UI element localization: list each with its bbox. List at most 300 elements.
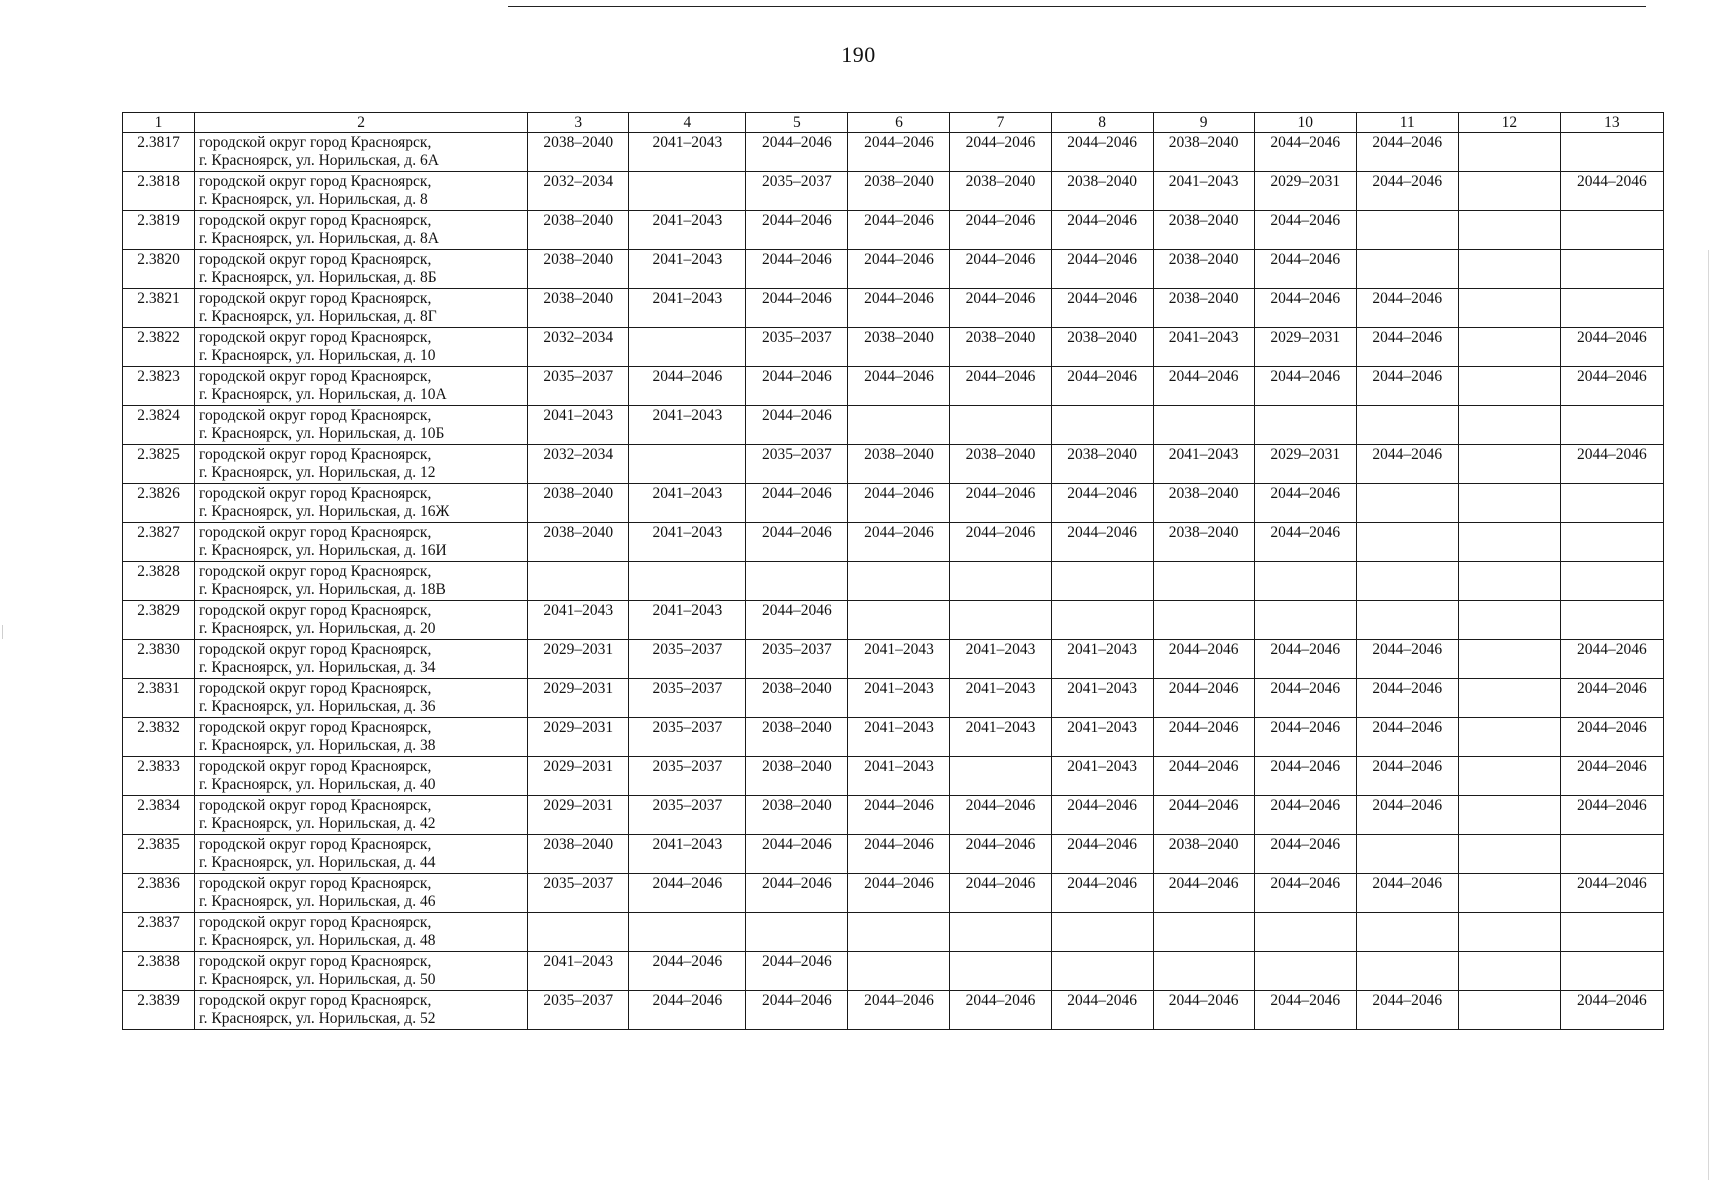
column-header-10: 10 [1254, 113, 1356, 133]
period-cell-col-8: 2044–2046 [1051, 211, 1153, 250]
page-number: 190 [841, 42, 876, 67]
period-cell-col-11 [1356, 601, 1458, 640]
period-cell-col-10: 2044–2046 [1254, 757, 1356, 796]
period-cell-col-3: 2029–2031 [528, 718, 629, 757]
period-cell-col-10 [1254, 913, 1356, 952]
address-municipality: городской округ город Красноярск, [199, 797, 432, 814]
period-cell-col-4: 2041–2043 [629, 523, 746, 562]
period-cell-col-8: 2044–2046 [1051, 523, 1153, 562]
table-header [123, 113, 1664, 133]
address-municipality: городской округ город Красноярск, [199, 641, 432, 658]
header-row [123, 113, 1664, 133]
address-street: г. Красноярск, ул. Норильская, д. 8Г [199, 308, 437, 325]
period-cell-col-7: 2041–2043 [950, 640, 1051, 679]
address-municipality: городской округ город Красноярск, [199, 836, 432, 853]
address-cell [195, 874, 528, 913]
period-cell-col-13 [1560, 211, 1663, 250]
row-number: 2.3833 [123, 757, 195, 796]
row-number: 2.3818 [123, 172, 195, 211]
period-cell-col-11 [1356, 523, 1458, 562]
period-cell-col-7 [950, 757, 1051, 796]
address-street: г. Красноярск, ул. Норильская, д. 50 [199, 971, 436, 988]
period-cell-col-6: 2044–2046 [848, 991, 950, 1030]
address-municipality: городской округ город Красноярск, [199, 329, 432, 346]
period-cell-col-5: 2044–2046 [746, 601, 848, 640]
period-cell-col-11 [1356, 250, 1458, 289]
period-cell-col-6: 2041–2043 [848, 757, 950, 796]
period-cell-col-7: 2044–2046 [950, 796, 1051, 835]
period-cell-col-12 [1458, 289, 1560, 328]
address-street: г. Красноярск, ул. Норильская, д. 52 [199, 1010, 436, 1027]
period-cell-col-11: 2044–2046 [1356, 718, 1458, 757]
column-header-9: 9 [1153, 113, 1254, 133]
column-header-7: 7 [950, 113, 1051, 133]
row-number: 2.3817 [123, 133, 195, 172]
address-cell [195, 562, 528, 601]
period-cell-col-10: 2044–2046 [1254, 367, 1356, 406]
period-cell-col-9: 2044–2046 [1153, 796, 1254, 835]
period-cell-col-4: 2035–2037 [629, 718, 746, 757]
address-municipality: городской округ город Красноярск, [199, 251, 432, 268]
table-row [123, 133, 1664, 172]
period-cell-col-5: 2038–2040 [746, 718, 848, 757]
period-cell-col-8: 2044–2046 [1051, 367, 1153, 406]
period-cell-col-4: 2041–2043 [629, 289, 746, 328]
address-municipality: городской округ город Красноярск, [199, 680, 432, 697]
period-cell-col-3: 2038–2040 [528, 484, 629, 523]
address-municipality: городской округ город Красноярск, [199, 524, 432, 541]
period-cell-col-6 [848, 406, 950, 445]
period-cell-col-11 [1356, 913, 1458, 952]
address-cell [195, 601, 528, 640]
table-row [123, 679, 1664, 718]
period-cell-col-13: 2044–2046 [1560, 757, 1663, 796]
period-cell-col-12 [1458, 952, 1560, 991]
period-cell-col-8: 2041–2043 [1051, 679, 1153, 718]
row-number: 2.3824 [123, 406, 195, 445]
period-cell-col-11 [1356, 835, 1458, 874]
period-cell-col-9: 2044–2046 [1153, 718, 1254, 757]
address-municipality: городской округ город Красноярск, [199, 290, 432, 307]
period-cell-col-9 [1153, 952, 1254, 991]
period-cell-col-3: 2041–2043 [528, 406, 629, 445]
period-cell-col-11: 2044–2046 [1356, 991, 1458, 1030]
row-number: 2.3828 [123, 562, 195, 601]
period-cell-col-9 [1153, 913, 1254, 952]
address-street: г. Красноярск, ул. Норильская, д. 20 [199, 620, 436, 637]
address-street: г. Красноярск, ул. Норильская, д. 44 [199, 854, 436, 871]
address-street: г. Красноярск, ул. Норильская, д. 8А [199, 230, 439, 247]
period-cell-col-12 [1458, 328, 1560, 367]
period-cell-col-4: 2035–2037 [629, 757, 746, 796]
period-cell-col-11: 2044–2046 [1356, 289, 1458, 328]
column-header-12: 12 [1458, 113, 1560, 133]
period-cell-col-10: 2029–2031 [1254, 328, 1356, 367]
period-cell-col-12 [1458, 406, 1560, 445]
address-municipality: городской округ город Красноярск, [199, 875, 432, 892]
address-street: г. Красноярск, ул. Норильская, д. 8Б [199, 269, 437, 286]
period-cell-col-5: 2044–2046 [746, 211, 848, 250]
period-cell-col-9: 2041–2043 [1153, 172, 1254, 211]
period-cell-col-13: 2044–2046 [1560, 679, 1663, 718]
period-cell-col-5: 2044–2046 [746, 484, 848, 523]
address-street: г. Красноярск, ул. Норильская, д. 36 [199, 698, 436, 715]
period-cell-col-4: 2041–2043 [629, 835, 746, 874]
period-cell-col-4: 2041–2043 [629, 484, 746, 523]
table-row [123, 445, 1664, 484]
period-cell-col-3 [528, 562, 629, 601]
period-cell-col-7: 2038–2040 [950, 328, 1051, 367]
period-cell-col-9: 2044–2046 [1153, 679, 1254, 718]
column-header-3: 3 [528, 113, 629, 133]
period-cell-col-13: 2044–2046 [1560, 172, 1663, 211]
table-row [123, 172, 1664, 211]
period-cell-col-12 [1458, 640, 1560, 679]
row-number: 2.3837 [123, 913, 195, 952]
period-cell-col-7: 2044–2046 [950, 367, 1051, 406]
period-cell-col-11: 2044–2046 [1356, 445, 1458, 484]
period-cell-col-8 [1051, 406, 1153, 445]
period-cell-col-3: 2029–2031 [528, 640, 629, 679]
address-cell [195, 796, 528, 835]
period-cell-col-8: 2044–2046 [1051, 250, 1153, 289]
top-rule [508, 6, 1646, 7]
period-cell-col-10: 2044–2046 [1254, 835, 1356, 874]
address-municipality: городской округ город Красноярск, [199, 719, 432, 736]
period-cell-col-4 [629, 172, 746, 211]
row-number: 2.3827 [123, 523, 195, 562]
address-municipality: городской округ город Красноярск, [199, 212, 432, 229]
table-row [123, 835, 1664, 874]
period-cell-col-7: 2044–2046 [950, 289, 1051, 328]
period-cell-col-4: 2041–2043 [629, 601, 746, 640]
table-row [123, 718, 1664, 757]
address-municipality: городской округ город Красноярск, [199, 368, 432, 385]
period-cell-col-9 [1153, 601, 1254, 640]
period-cell-col-6: 2044–2046 [848, 250, 950, 289]
period-cell-col-12 [1458, 601, 1560, 640]
period-cell-col-4: 2044–2046 [629, 367, 746, 406]
period-cell-col-10: 2044–2046 [1254, 640, 1356, 679]
address-street: г. Красноярск, ул. Норильская, д. 12 [199, 464, 436, 481]
period-cell-col-7 [950, 601, 1051, 640]
period-cell-col-12 [1458, 913, 1560, 952]
period-cell-col-5: 2044–2046 [746, 991, 848, 1030]
address-cell [195, 952, 528, 991]
period-cell-col-3: 2029–2031 [528, 757, 629, 796]
address-cell [195, 757, 528, 796]
period-cell-col-6 [848, 952, 950, 991]
period-cell-col-8: 2041–2043 [1051, 718, 1153, 757]
column-header-5: 5 [746, 113, 848, 133]
row-number: 2.3829 [123, 601, 195, 640]
address-cell [195, 211, 528, 250]
period-cell-col-10: 2044–2046 [1254, 718, 1356, 757]
period-cell-col-7: 2044–2046 [950, 523, 1051, 562]
period-cell-col-3: 2038–2040 [528, 835, 629, 874]
address-cell [195, 172, 528, 211]
period-cell-col-12 [1458, 718, 1560, 757]
period-cell-col-13 [1560, 406, 1663, 445]
period-cell-col-3: 2029–2031 [528, 679, 629, 718]
row-number: 2.3825 [123, 445, 195, 484]
period-cell-col-8: 2044–2046 [1051, 835, 1153, 874]
address-cell [195, 523, 528, 562]
period-cell-col-7: 2044–2046 [950, 133, 1051, 172]
period-cell-col-3: 2032–2034 [528, 445, 629, 484]
period-cell-col-5: 2044–2046 [746, 523, 848, 562]
period-cell-col-6: 2044–2046 [848, 289, 950, 328]
address-cell [195, 250, 528, 289]
period-cell-col-4 [629, 562, 746, 601]
period-cell-col-6: 2041–2043 [848, 679, 950, 718]
period-cell-col-12 [1458, 562, 1560, 601]
period-cell-col-10: 2044–2046 [1254, 133, 1356, 172]
period-cell-col-10: 2044–2046 [1254, 289, 1356, 328]
period-cell-col-13 [1560, 250, 1663, 289]
period-cell-col-5: 2044–2046 [746, 250, 848, 289]
period-cell-col-11: 2044–2046 [1356, 757, 1458, 796]
row-number: 2.3820 [123, 250, 195, 289]
period-cell-col-3 [528, 913, 629, 952]
period-cell-col-13: 2044–2046 [1560, 718, 1663, 757]
address-street: г. Красноярск, ул. Норильская, д. 16Ж [199, 503, 450, 520]
period-cell-col-12 [1458, 211, 1560, 250]
period-cell-col-13: 2044–2046 [1560, 991, 1663, 1030]
period-cell-col-7: 2044–2046 [950, 250, 1051, 289]
period-cell-col-9: 2038–2040 [1153, 523, 1254, 562]
period-cell-col-7: 2038–2040 [950, 445, 1051, 484]
period-cell-col-10: 2044–2046 [1254, 211, 1356, 250]
row-number: 2.3821 [123, 289, 195, 328]
period-cell-col-13: 2044–2046 [1560, 445, 1663, 484]
period-cell-col-4: 2035–2037 [629, 796, 746, 835]
period-cell-col-13 [1560, 601, 1663, 640]
period-cell-col-10: 2029–2031 [1254, 445, 1356, 484]
period-cell-col-5: 2038–2040 [746, 679, 848, 718]
period-cell-col-12 [1458, 445, 1560, 484]
period-cell-col-12 [1458, 991, 1560, 1030]
period-cell-col-13 [1560, 952, 1663, 991]
row-number: 2.3822 [123, 328, 195, 367]
row-number: 2.3819 [123, 211, 195, 250]
period-cell-col-11: 2044–2046 [1356, 328, 1458, 367]
table-row [123, 601, 1664, 640]
table-row [123, 952, 1664, 991]
column-header-4: 4 [629, 113, 746, 133]
period-cell-col-7: 2038–2040 [950, 172, 1051, 211]
period-cell-col-6 [848, 913, 950, 952]
row-number: 2.3834 [123, 796, 195, 835]
address-cell [195, 718, 528, 757]
column-header-2: 2 [195, 113, 528, 133]
table-row [123, 757, 1664, 796]
period-cell-col-6 [848, 601, 950, 640]
period-cell-col-6: 2041–2043 [848, 640, 950, 679]
row-number: 2.3836 [123, 874, 195, 913]
period-cell-col-5 [746, 562, 848, 601]
period-cell-col-10: 2044–2046 [1254, 250, 1356, 289]
period-cell-col-10 [1254, 601, 1356, 640]
period-cell-col-8: 2044–2046 [1051, 874, 1153, 913]
address-municipality: городской округ город Красноярск, [199, 134, 432, 151]
period-cell-col-13: 2044–2046 [1560, 328, 1663, 367]
period-cell-col-3: 2038–2040 [528, 289, 629, 328]
address-cell [195, 406, 528, 445]
period-cell-col-10 [1254, 562, 1356, 601]
period-cell-col-6: 2044–2046 [848, 133, 950, 172]
address-street: г. Красноярск, ул. Норильская, д. 16И [199, 542, 447, 559]
period-cell-col-9: 2044–2046 [1153, 367, 1254, 406]
period-cell-col-8 [1051, 562, 1153, 601]
address-municipality: городской округ город Красноярск, [199, 563, 432, 580]
table-row [123, 523, 1664, 562]
period-cell-col-13 [1560, 133, 1663, 172]
period-cell-col-5: 2044–2046 [746, 133, 848, 172]
period-cell-col-9: 2038–2040 [1153, 835, 1254, 874]
period-cell-col-13 [1560, 523, 1663, 562]
period-cell-col-9: 2038–2040 [1153, 133, 1254, 172]
period-cell-col-3: 2032–2034 [528, 328, 629, 367]
scan-edge-mark [2, 625, 3, 639]
period-cell-col-13: 2044–2046 [1560, 367, 1663, 406]
period-cell-col-13: 2044–2046 [1560, 874, 1663, 913]
period-cell-col-12 [1458, 796, 1560, 835]
address-cell [195, 367, 528, 406]
period-cell-col-6: 2044–2046 [848, 874, 950, 913]
address-cell [195, 640, 528, 679]
period-cell-col-10: 2044–2046 [1254, 679, 1356, 718]
period-cell-col-3: 2032–2034 [528, 172, 629, 211]
period-cell-col-5: 2044–2046 [746, 406, 848, 445]
period-cell-col-7 [950, 952, 1051, 991]
period-cell-col-13 [1560, 562, 1663, 601]
period-cell-col-8: 2044–2046 [1051, 289, 1153, 328]
period-cell-col-7: 2044–2046 [950, 991, 1051, 1030]
address-municipality: городской округ город Красноярск, [199, 953, 432, 970]
period-cell-col-12 [1458, 367, 1560, 406]
period-cell-col-7 [950, 562, 1051, 601]
period-cell-col-13: 2044–2046 [1560, 796, 1663, 835]
period-cell-col-9: 2038–2040 [1153, 211, 1254, 250]
table-row [123, 640, 1664, 679]
period-cell-col-3: 2041–2043 [528, 952, 629, 991]
column-header-1: 1 [123, 113, 195, 133]
period-cell-col-10: 2044–2046 [1254, 484, 1356, 523]
table-row [123, 913, 1664, 952]
period-cell-col-11 [1356, 406, 1458, 445]
table-row [123, 484, 1664, 523]
period-cell-col-6: 2044–2046 [848, 796, 950, 835]
table-body [123, 133, 1664, 1030]
address-municipality: городской округ город Красноярск, [199, 602, 432, 619]
address-street: г. Красноярск, ул. Норильская, д. 6А [199, 152, 439, 169]
table-row [123, 328, 1664, 367]
period-cell-col-8: 2038–2040 [1051, 445, 1153, 484]
period-cell-col-8: 2038–2040 [1051, 328, 1153, 367]
address-municipality: городской округ город Красноярск, [199, 446, 432, 463]
period-cell-col-8 [1051, 952, 1153, 991]
period-cell-col-7: 2041–2043 [950, 718, 1051, 757]
address-cell [195, 991, 528, 1030]
address-cell [195, 913, 528, 952]
address-street: г. Красноярск, ул. Норильская, д. 8 [199, 191, 428, 208]
period-cell-col-6: 2044–2046 [848, 367, 950, 406]
period-cell-col-3: 2035–2037 [528, 991, 629, 1030]
period-cell-col-7: 2044–2046 [950, 874, 1051, 913]
period-cell-col-11: 2044–2046 [1356, 679, 1458, 718]
period-cell-col-9 [1153, 406, 1254, 445]
period-cell-col-12 [1458, 484, 1560, 523]
period-cell-col-8: 2041–2043 [1051, 640, 1153, 679]
period-cell-col-5: 2044–2046 [746, 289, 848, 328]
address-municipality: городской округ город Красноярск, [199, 992, 432, 1009]
address-street: г. Красноярск, ул. Норильская, д. 46 [199, 893, 436, 910]
period-cell-col-5: 2044–2046 [746, 367, 848, 406]
period-cell-col-5: 2035–2037 [746, 445, 848, 484]
table-row [123, 250, 1664, 289]
period-cell-col-12 [1458, 133, 1560, 172]
period-cell-col-11: 2044–2046 [1356, 133, 1458, 172]
period-cell-col-11 [1356, 952, 1458, 991]
table-row [123, 211, 1664, 250]
column-header-13: 13 [1560, 113, 1663, 133]
period-cell-col-6: 2044–2046 [848, 211, 950, 250]
period-cell-col-5: 2038–2040 [746, 757, 848, 796]
period-cell-col-8: 2044–2046 [1051, 796, 1153, 835]
period-cell-col-5: 2035–2037 [746, 640, 848, 679]
row-number: 2.3823 [123, 367, 195, 406]
period-cell-col-12 [1458, 679, 1560, 718]
address-cell [195, 328, 528, 367]
table-row [123, 367, 1664, 406]
period-cell-col-9: 2044–2046 [1153, 757, 1254, 796]
period-cell-col-4 [629, 328, 746, 367]
period-cell-col-13 [1560, 835, 1663, 874]
row-number: 2.3830 [123, 640, 195, 679]
address-street: г. Красноярск, ул. Норильская, д. 10 [199, 347, 436, 364]
address-cell [195, 679, 528, 718]
period-cell-col-6: 2044–2046 [848, 835, 950, 874]
period-cell-col-3: 2038–2040 [528, 133, 629, 172]
address-cell [195, 289, 528, 328]
address-street: г. Красноярск, ул. Норильская, д. 34 [199, 659, 436, 676]
period-cell-col-10: 2044–2046 [1254, 523, 1356, 562]
address-street: г. Красноярск, ул. Норильская, д. 18В [199, 581, 446, 598]
period-cell-col-4: 2041–2043 [629, 211, 746, 250]
row-number: 2.3832 [123, 718, 195, 757]
address-cell [195, 445, 528, 484]
table-row [123, 874, 1664, 913]
period-cell-col-11 [1356, 484, 1458, 523]
period-cell-col-3: 2035–2037 [528, 367, 629, 406]
column-header-8: 8 [1051, 113, 1153, 133]
period-cell-col-10: 2044–2046 [1254, 796, 1356, 835]
period-cell-col-7 [950, 913, 1051, 952]
period-cell-col-4: 2035–2037 [629, 679, 746, 718]
period-cell-col-8: 2044–2046 [1051, 484, 1153, 523]
period-cell-col-9: 2044–2046 [1153, 991, 1254, 1030]
period-cell-col-5: 2035–2037 [746, 328, 848, 367]
period-cell-col-6: 2044–2046 [848, 484, 950, 523]
address-municipality: городской округ город Красноярск, [199, 173, 432, 190]
address-street: г. Красноярск, ул. Норильская, д. 40 [199, 776, 436, 793]
period-cell-col-7: 2044–2046 [950, 211, 1051, 250]
period-cell-col-4: 2044–2046 [629, 952, 746, 991]
period-cell-col-4 [629, 445, 746, 484]
row-number: 2.3831 [123, 679, 195, 718]
period-cell-col-12 [1458, 250, 1560, 289]
